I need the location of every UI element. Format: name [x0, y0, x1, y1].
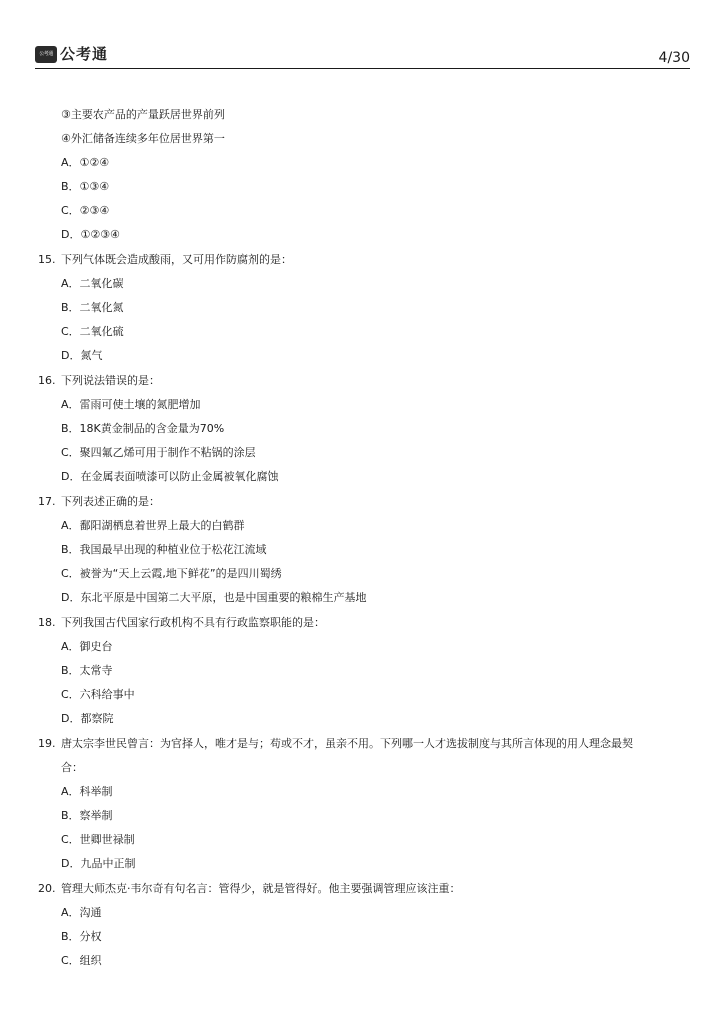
question-text: 管理大师杰克·韦尔奇有句名言：管得少，就是管得好。他主要强调管理应该注重：: [61, 882, 461, 895]
question-number: 19.: [38, 737, 56, 750]
statement-item: ③主要农产品的产量跃居世界前列: [61, 108, 225, 121]
answer-option: D．在金属表面喷漆可以防止金属被氧化腐蚀: [61, 470, 279, 483]
question-number: 18.: [38, 616, 56, 629]
question-text: 下列气体既会造成酸雨，又可用作防腐剂的是：: [61, 253, 292, 266]
question-number: 15.: [38, 253, 56, 266]
answer-option: A．沟通: [61, 906, 102, 919]
question-text-continuation: 合：: [61, 761, 83, 774]
brand-name: 公考通: [60, 45, 109, 63]
question-text: 下列说法错误的是：: [61, 374, 160, 387]
answer-option: C．被誉为“天上云霞,地下鲜花”的是四川蜀绣: [61, 567, 282, 580]
answer-option: A．御史台: [61, 640, 113, 653]
answer-option: D．九品中正制: [61, 857, 136, 870]
question-text: 下列我国古代国家行政机构不具有行政监察职能的是：: [61, 616, 325, 629]
answer-option: A．科举制: [61, 785, 113, 798]
answer-option: D．东北平原是中国第二大平原，也是中国重要的粮棉生产基地: [61, 591, 367, 604]
question-18: [38, 616, 325, 630]
question-text: 唐太宗李世民曾言：为官择人，唯才是与；苟或不才，虽亲不用。下列哪一人才选拔制度与其所言体现的用人理念最契: [61, 737, 633, 750]
answer-option: C．②③④: [61, 204, 110, 217]
answer-option: B．我国最早出现的种植业位于松花江流域: [61, 543, 267, 556]
question-16: [38, 374, 160, 388]
answer-option: C．组织: [61, 954, 102, 967]
question-15: [38, 253, 292, 267]
answer-option: A．鄱阳湖栖息着世界上最大的白鹤群: [61, 519, 245, 532]
answer-option: B．分权: [61, 930, 102, 943]
question-19: [38, 737, 633, 751]
question-text: 下列表述正确的是：: [61, 495, 160, 508]
page-header: [35, 42, 690, 69]
answer-option: D．①②③④: [61, 228, 120, 241]
answer-option: B．18K黄金制品的含金量为70%: [61, 422, 225, 435]
brand-logo-icon: 公考通: [35, 46, 57, 63]
page-number: 4/30: [658, 50, 690, 66]
answer-option: B．二氧化氮: [61, 301, 124, 314]
answer-option: D．氮气: [61, 349, 103, 362]
question-number: 20.: [38, 882, 56, 895]
question-20: [38, 882, 461, 896]
statement-item: ④外汇储备连续多年位居世界第一: [61, 132, 225, 145]
question-17: [38, 495, 160, 509]
answer-option: D．都察院: [61, 712, 114, 725]
answer-option: A．二氧化碳: [61, 277, 124, 290]
answer-option: B．太常寺: [61, 664, 113, 677]
answer-option: A．①②④: [61, 156, 110, 169]
answer-option: C．世卿世禄制: [61, 833, 135, 846]
answer-option: B．①③④: [61, 180, 110, 193]
answer-option: C．聚四氟乙烯可用于制作不粘锅的涂层: [61, 446, 256, 459]
answer-option: B．察举制: [61, 809, 113, 822]
question-number: 17.: [38, 495, 56, 508]
answer-option: A．雷雨可使土壤的氮肥增加: [61, 398, 201, 411]
question-number: 16.: [38, 374, 56, 387]
answer-option: C．六科给事中: [61, 688, 135, 701]
answer-option: C．二氧化硫: [61, 325, 124, 338]
